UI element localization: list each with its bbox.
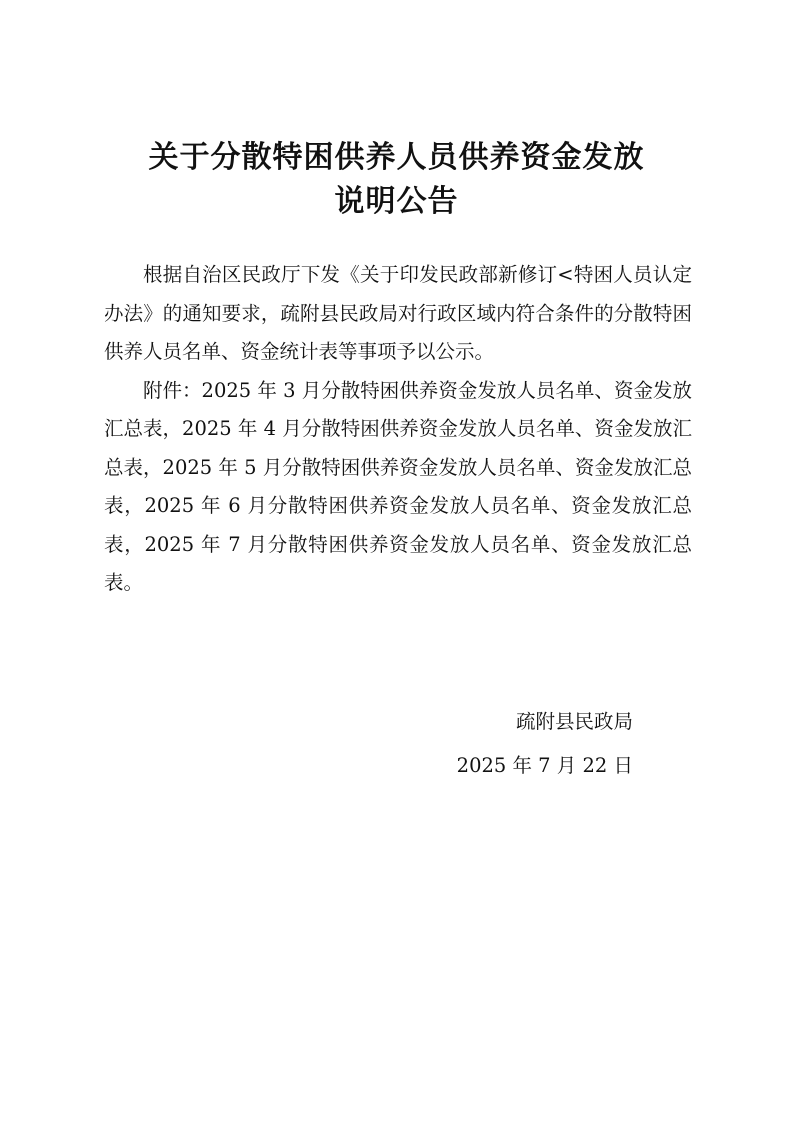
title-line-1: 关于分散特困供养人员供养资金发放 [148,140,645,175]
page-title [0,136,793,224]
document-body [104,256,692,603]
signature-date: 2025 年 7 月 22 日 [456,754,633,777]
signature-block [457,700,633,788]
body-paragraph-intro: 根据自治区民政厅下发《关于印发民政部新修订<特困人员认定办法》的通知要求，疏附县民政局对行政区域内符合条件的分散特困供养人员名单、资金统计表等事项予以公示。 [104,263,692,363]
body-paragraph-attachments: 附件：2025 年 3 月分散特困供养资金发放人员名单、资金发放汇总表，2025 年 4 月分散特困供养资金发放人员名单、资金发放汇总表，2025 年 5 月分散特困供养资金发放人员名单、资金发放汇总表，2025 年 6 月分散特困供养资金发放人员名单、资金发放汇总表，2025 年 7 月分散特困供养资金发放人员名单、资金发放汇总表。 [104,378,692,594]
title-line-2: 说明公告 [334,184,459,219]
signature-organization: 疏附县民政局 [515,710,633,733]
